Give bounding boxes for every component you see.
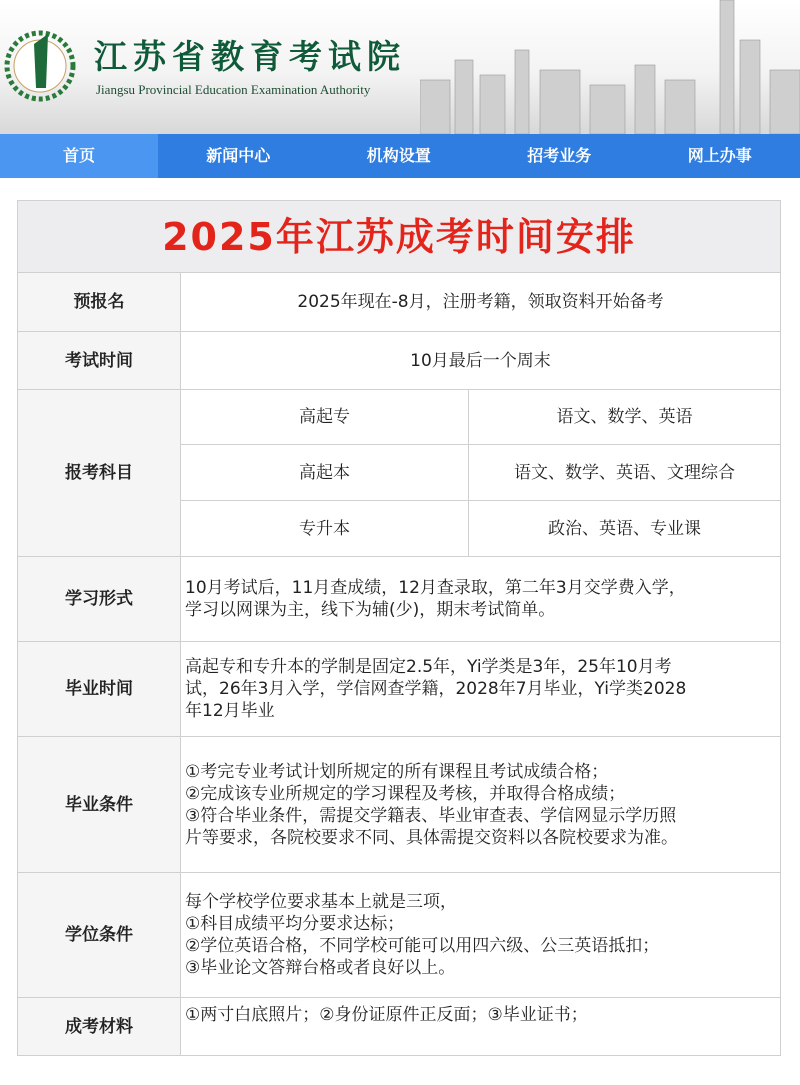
subject-level: 高起本 <box>181 445 469 501</box>
row-value <box>181 737 781 873</box>
city-skyline-image <box>420 0 800 134</box>
subject-level: 高起专 <box>181 390 469 445</box>
nav-admissions[interactable]: 招考业务 <box>527 146 592 165</box>
row-label: 毕业条件 <box>18 737 181 873</box>
row-label: 报考科目 <box>18 390 181 557</box>
text-line: ②学位英语合格，不同学校可能可以用四六级、公三英语抵扣； <box>185 936 660 956</box>
row-value <box>181 642 781 737</box>
schedule-table <box>17 200 781 1056</box>
nav-home[interactable]: 首页 <box>0 134 158 178</box>
text-line: ③毕业论文答辩台格或者良好以上。 <box>185 958 456 978</box>
page-title: 2025年江苏成考时间安排 <box>18 201 781 273</box>
row-label: 学位条件 <box>18 873 181 998</box>
subject-list: 语文、数学、英语、文理综合 <box>469 445 781 501</box>
row-value: 10月最后一个周末 <box>181 332 781 390</box>
text-line: 片等要求，各院校要求不同、具体需提交资料以各院校要求为准。 <box>185 827 678 848</box>
text-line: 10月考试后，11月查成绩，12月查录取，第二年3月交学费入学， <box>185 578 686 598</box>
text-line: ①科目成绩平均分要求达标； <box>185 914 405 934</box>
text-line: 年12月毕业 <box>185 701 275 721</box>
row-label: 毕业时间 <box>18 642 181 737</box>
text-line: ①考完专业考试计划所规定的所有课程且考试成绩合格； <box>185 761 609 782</box>
text-line: 试，26年3月入学，学信网查学籍，2028年7月毕业，Yi学类2028 <box>185 679 687 699</box>
row-label: 学习形式 <box>18 557 181 642</box>
text-line: ②完成该专业所规定的学习课程及考核，并取得合格成绩； <box>185 783 626 804</box>
subject-list: 政治、英语、专业课 <box>469 501 781 557</box>
text-line: 每个学校学位要求基本上就是三项， <box>185 892 457 912</box>
main-nav <box>0 134 800 178</box>
subject-level: 专升本 <box>181 501 469 557</box>
org-name-cn: 江苏省教育考试院 <box>94 37 406 76</box>
header-banner <box>0 0 800 134</box>
text-line: 学习以网课为主，线下为辅(少)，期末考试简单。 <box>185 600 556 620</box>
row-label: 考试时间 <box>18 332 181 390</box>
text-line: 高起专和专升本的学制是固定2.5年，Yi学类是3年，25年10月考 <box>185 657 672 677</box>
org-name-en: Jiangsu Provincial Education Examination Authority <box>96 82 371 97</box>
subject-list: 语文、数学、英语 <box>469 390 781 445</box>
text-line: ③符合毕业条件，需提交学籍表、毕业审查表、学信网显示学历照 <box>185 805 677 826</box>
row-value <box>181 557 781 642</box>
logo-emblem-icon <box>4 26 76 106</box>
nav-organization[interactable]: 机构设置 <box>366 146 431 165</box>
nav-news[interactable]: 新闻中心 <box>206 146 271 165</box>
row-value <box>181 873 781 998</box>
row-value: ①两寸白底照片；②身份证原件正反面；③毕业证书； <box>181 998 781 1056</box>
row-label: 成考材料 <box>18 998 181 1056</box>
row-value: 2025年现在-8月，注册考籍，领取资料开始备考 <box>181 273 781 332</box>
row-label: 预报名 <box>18 273 181 332</box>
nav-online-services[interactable]: 网上办事 <box>687 146 752 165</box>
